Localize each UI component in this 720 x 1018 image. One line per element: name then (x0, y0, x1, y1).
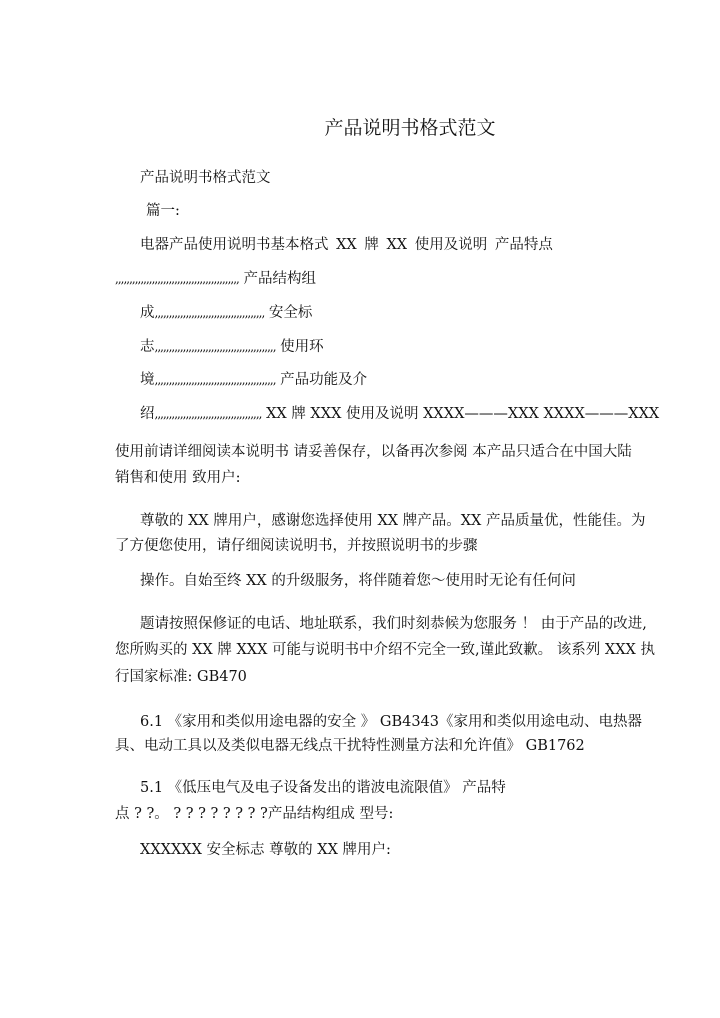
toc-entry (140, 303, 312, 323)
toc-text: 使用环 (280, 339, 324, 355)
toc-head: 境 (140, 372, 155, 388)
paragraph-line: XXXXXX 安全标志 尊敬的 XX 牌用户: (140, 842, 391, 858)
toc-entry (140, 370, 367, 390)
toc-text: 产品结构组 (243, 271, 316, 287)
paragraph-line: 尊敬的 XX 牌用户，感谢您选择使用 XX 牌产品。XX 产品质量优，性能佳。为 (140, 513, 646, 529)
paragraph: 电器产品使用说明书基本格式 XX 牌 XX 使用及说明 产品特点 (140, 237, 553, 253)
toc-dots: ,,,,,,,,,,,,,,,,,,,,,,,,,,,,,,,,,,,,,,,,,,, (154, 340, 276, 354)
chapter-heading: 篇一: (146, 203, 180, 219)
toc-entry (140, 337, 324, 357)
paragraph-line: 行国家标准: GB470 (115, 669, 247, 685)
toc-text: XX 牌 XXX 使用及说明 XXXX———XXX XXXX———XXX (266, 406, 660, 422)
subtitle: 产品说明书格式范文 (140, 170, 271, 186)
toc-text: 产品功能及介 (280, 372, 368, 388)
paragraph-line: 了方便您使用，请仔细阅读说明书，并按照说明书的步骤 (115, 538, 478, 554)
paragraph-line: 题请按照保修证的电话、地址联系，我们时刻恭候为您服务 ！ 由于产品的改进, (140, 616, 647, 632)
toc-head: 志 (140, 339, 155, 355)
paragraph-line: 具、电动工具以及类似电器无线点干扰特性测量方法和允许值》 GB1762 (115, 738, 585, 754)
paragraph-line: 使用前请详细阅读本说明书 请妥善保存，以备再次参阅 本产品只适合在中国大陆 (115, 444, 632, 460)
paragraph-line: 6.1 《家用和类似用途电器的安全 》 GB4343《家用和类似用途电动、电热器 (140, 714, 643, 730)
toc-dots: ,,,,,,,,,,,,,,,,,,,,,,,,,,,,,,,,,,,,,,,,,,, (154, 373, 276, 387)
toc-dots: ,,,,,,,,,,,,,,,,,,,,,,,,,,,,,,,,,,,,,, (154, 407, 262, 421)
paragraph-line: 您所购买的 XX 牌 XXX 可能与说明书中介绍不完全一致,谨此致歉。 该系列 XXX 执 (115, 642, 655, 658)
toc-head: 绍 (140, 406, 155, 422)
toc-entry (115, 269, 316, 289)
toc-dots: ,,,,,,,,,,,,,,,,,,,,,,,,,,,,,,,,,,,,,,,,,,,, (115, 272, 239, 286)
document-title: 产品说明书格式范文 (324, 117, 496, 139)
toc-entry (140, 404, 659, 424)
toc-dots: ,,,,,,,,,,,,,,,,,,,,,,,,,,,,,,,,,,,,,,, (154, 306, 265, 320)
toc-head: 成 (140, 305, 155, 321)
paragraph-line: 点 ? ?。 ? ? ? ? ? ? ? ?产品结构组成 型号: (115, 806, 394, 822)
paragraph-line: 操作。自始至终 XX 的升级服务，将伴随着您～使用时无论有任何问 (140, 573, 576, 589)
paragraph-line: 销售和使用 致用户: (115, 470, 241, 486)
paragraph-line: 5.1 《低压电气及电子设备发出的谐波电流限值》 产品特 (140, 780, 506, 796)
toc-text: 安全标 (268, 305, 313, 321)
